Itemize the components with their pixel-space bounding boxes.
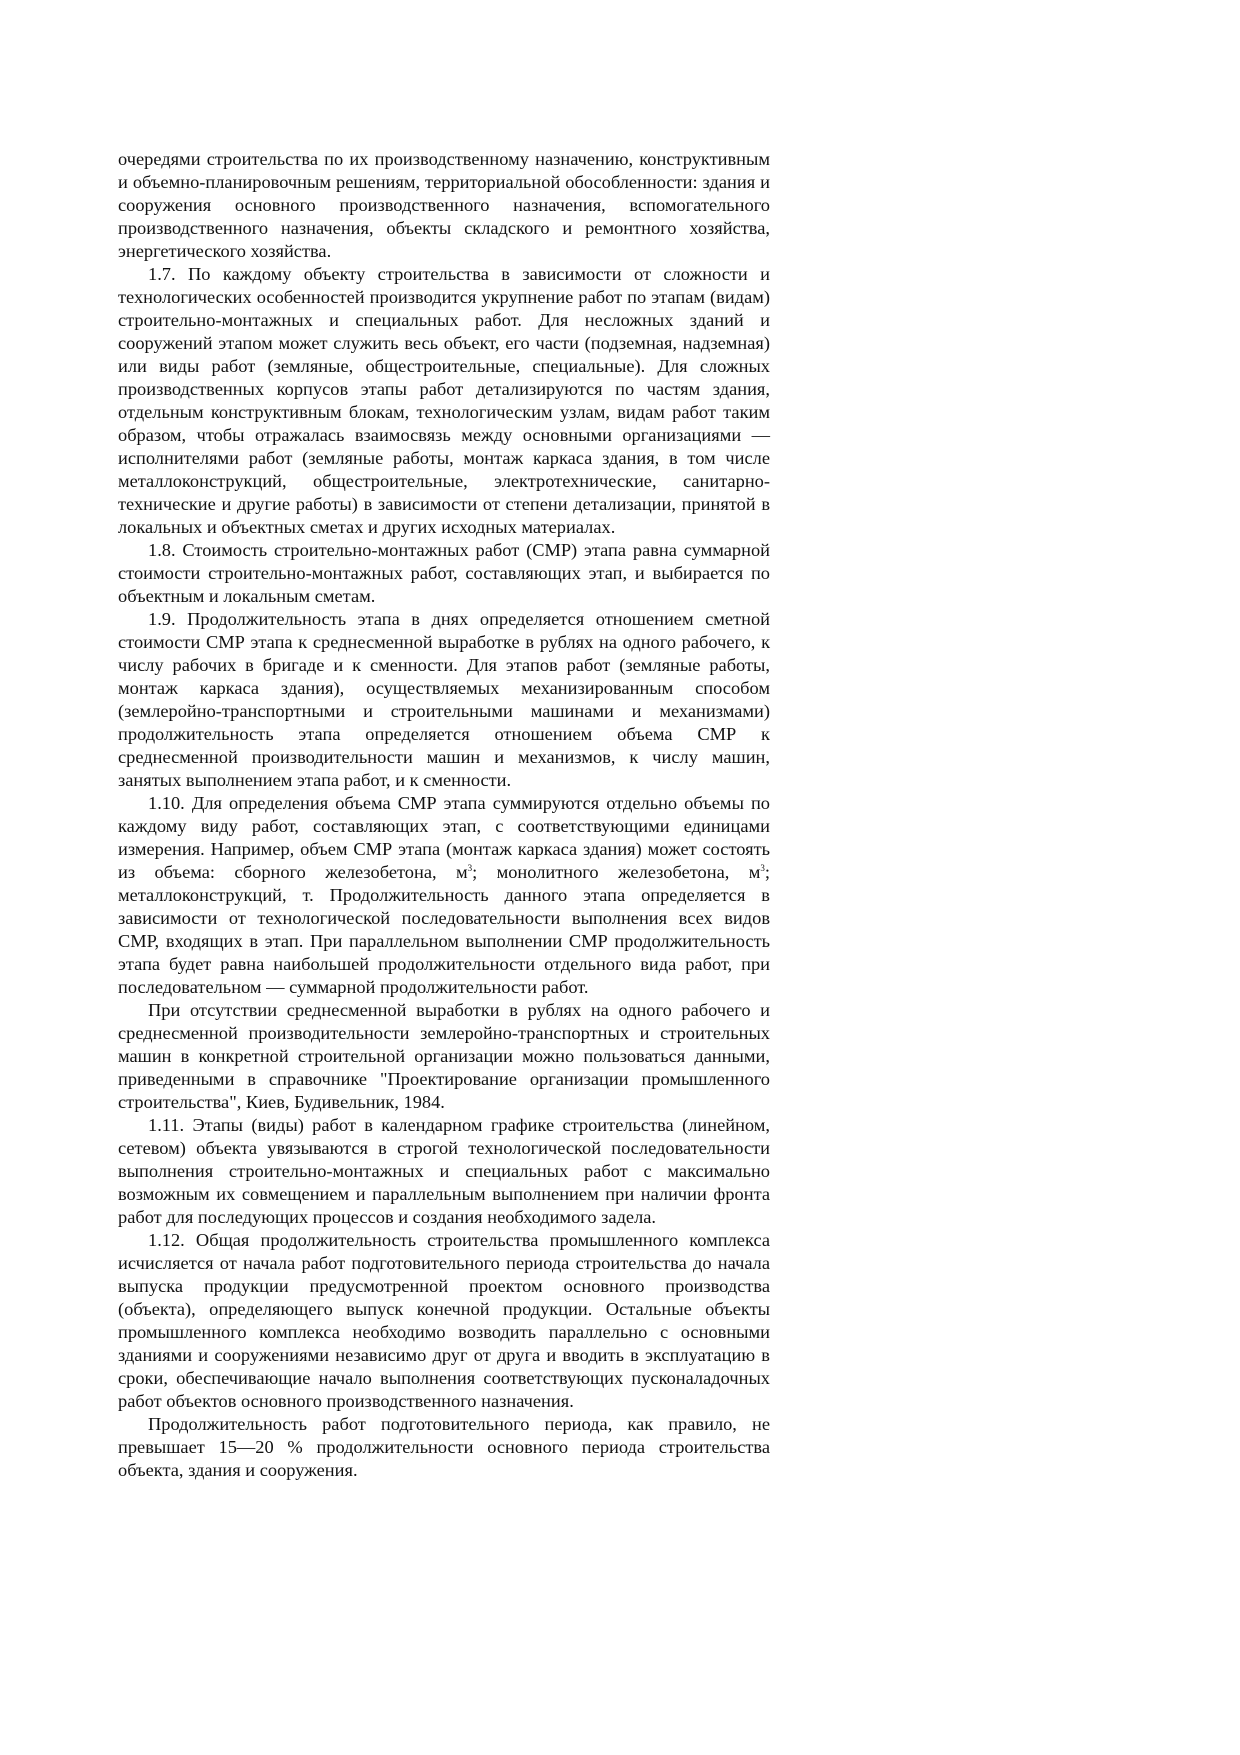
document-page — [118, 148, 770, 1482]
paragraph-1-10-part-c: ; металлоконструкций, т. Продолжительность данного этапа определяется в зависимости от технологической последовательности выполнения всех видов СМР, входящих в этап. При параллельном выполнении СМР продолжительность этапа будет равна наибольшей продолжительности отдельного вида работ, при последовательном — суммарной продолжительности работ. — [118, 862, 770, 997]
paragraph-1-7: 1.7. По каждому объекту строительства в зависимости от сложности и технологических особенностей производится укрупнение работ по этапам (видам) строительно-монтажных и специальных работ. Для несложных зданий и сооружений этапом может служить весь объект, его части (подземная, надземная) или виды работ (земляные, общестроительные, специальные). Для сложных производственных корпусов этапы работ детализируются по частям здания, отдельным конструктивным блокам, технологическим узлам, видам работ таким образом, чтобы отражалась взаимосвязь между основными организациями — исполнителями работ (земляные работы, монтаж каркаса здания, в том числе металлоконструкций, общестроительные, электротехнические, санитарно-технические и другие работы) в зависимости от степени детализации, принятой в локальных и объектных сметах и других исходных материалах. — [118, 264, 770, 537]
paragraph-1-10 — [118, 792, 770, 999]
paragraph-1-9: 1.9. Продолжительность этапа в днях определяется отношением сметной стоимости СМР этапа к среднесменной выработке в рублях на одного рабочего, к числу рабочих в бригаде и к сменности. Для этапов работ (земляные работы, монтаж каркаса здания), осуществляемых механизированным способом (землеройно-транспортными и строительными машинами и механизмами) продолжительность этапа определяется отношением объема СМР к среднесменной производительности машин и механизмов, к числу машин, занятых выполнением этапа работ, и к сменности. — [118, 609, 770, 790]
paragraph-preparatory-period: Продолжительность работ подготовительного периода, как правило, не превышает 15—20 % продолжительности основного периода строительства объекта, здания и сооружения. — [118, 1414, 770, 1480]
superscript-cubic-2: 3 — [760, 862, 765, 873]
paragraph-1-10-part-b: ; монолитного железобетона, м — [472, 862, 761, 882]
paragraph-absent-output: При отсутствии среднесменной выработки в рублях на одного рабочего и среднесменной производительности землеройно-транспортных и строительных машин в конкретной строительной организации можно пользоваться данными, приведенными в справочнике "Проектирование организации промышленного строительства", Киев, Будивельник, 1984. — [118, 1000, 770, 1112]
superscript-cubic-1: 3 — [467, 862, 473, 873]
paragraph-1-10-part-a: 1.10. Для определения объема СМР этапа суммируются отдельно объемы по каждому виду работ, составляющих этап, с соответствующими единицами измерения. Например, объем СМР этапа (монтаж каркаса здания) может состоять из объема: сборного железобетона, м — [118, 793, 770, 882]
paragraph-1-8: 1.8. Стоимость строительно-монтажных работ (СМР) этапа равна суммарной стоимости строительно-монтажных работ, составляющих этап, и выбирается по объектным и локальным сметам. — [118, 540, 770, 606]
paragraph-1-11: 1.11. Этапы (виды) работ в календарном графике строительства (линейном, сетевом) объекта увязываются в строгой технологической последовательности выполнения строительно-монтажных и специальных работ с максимально возможным их совмещением и параллельным выполнением при наличии фронта работ для последующих процессов и создания необходимого задела. — [118, 1115, 770, 1227]
paragraph-continuation: очередями строительства по их производственному назначению, конструктивным и объемно-планировочным решениям, территориальной обособленности: здания и сооружения основного производственного назначения, вспомогательного производственного назначения, объекты складского и ремонтного хозяйства, энергетического хозяйства. — [118, 149, 770, 261]
paragraph-1-12: 1.12. Общая продолжительность строительства промышленного комплекса исчисляется от начала работ подготовительного периода строительства до начала выпуска продукции предусмотренной проектом основного производства (объекта), определяющего выпуск конечной продукции. Остальные объекты промышленного комплекса необходимо возводить параллельно с основными зданиями и сооружениями независимо друг от друга и вводить в эксплуатацию в сроки, обеспечивающие начало выполнения соответствующих пусконаладочных работ объектов основного производственного назначения. — [118, 1230, 770, 1411]
